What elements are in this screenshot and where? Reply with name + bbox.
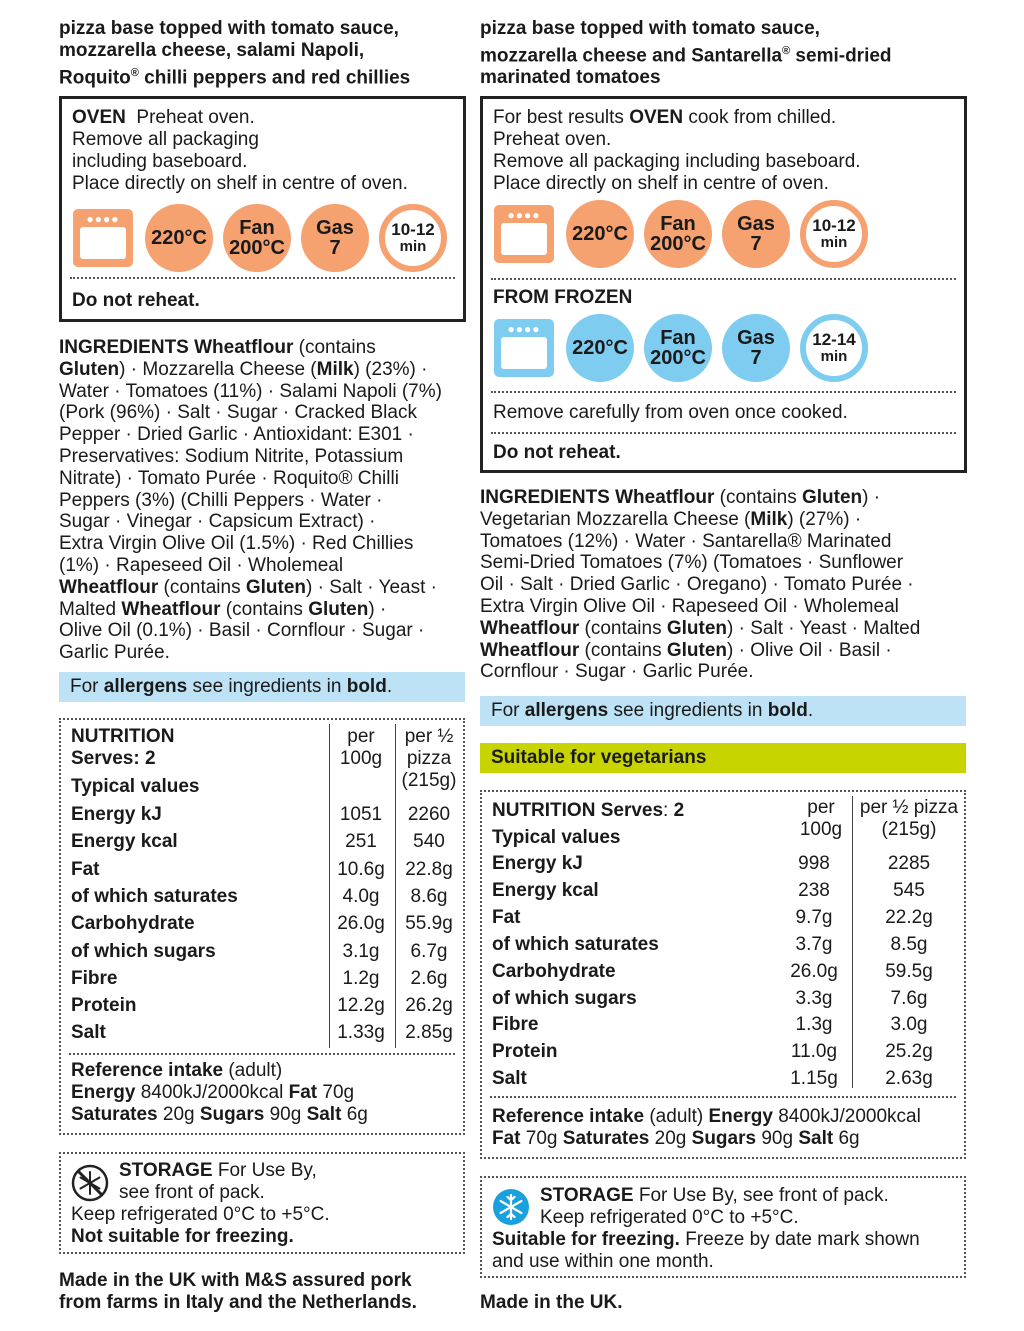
- nutrition-row: [61, 938, 463, 965]
- value-per-100g: 998: [798, 853, 830, 874]
- nutrition-table: NUTRITION Serves: 2 Typical values per 100g per ½ pizza (215g) Energy kJ 998 2285 Energy kcal 238 545 Fat 9.7g 22.2g of which saturates 3.7g 8.5g Carbohydrate 26.0g 59.5g of which sugars 3.3g 7.6g Fibre 1.3g 3.0g Protein 11.0g 25.2g Salt 1.15g 2.63g Reference intake (adult) Energy 8400kJ/2000kcal Fat 70g Saturates 20g Sugars 90g Salt 6g: [480, 790, 966, 1159]
- value-per-serving: 26.2g: [405, 995, 453, 1017]
- text-line: Extra Virgin Olive Oil · Rapeseed Oil · Wholemeal: [480, 595, 899, 617]
- nutrient-label: Fibre: [492, 1014, 539, 1036]
- text-line: Remove all packaging including baseboard.: [493, 151, 861, 172]
- frozen-oven-icons: [494, 314, 878, 382]
- nutrient-label: of which sugars: [71, 940, 216, 962]
- product-description: pizza base topped with tomato sauce, mozzarella cheese, salami Napoli, Roquito® chilli peppers and red chillies: [59, 18, 411, 89]
- text-line: Peppers (3%) (Chilli Peppers · Water ·: [59, 489, 383, 511]
- value-per-100g: 1.2g: [342, 967, 380, 989]
- value-per-100g: 1051: [339, 804, 383, 825]
- nutrient-label: Energy kcal: [492, 879, 599, 901]
- text-line: Cornflour · Sugar · Garlic Purée.: [480, 661, 754, 683]
- text-line: Nitrate) · Tomato Purée · Roquito® Chilli: [59, 467, 399, 489]
- text-line: Olive Oil (0.1%) · Basil · Cornflour · Sugar ·: [59, 620, 425, 642]
- time-badge: 10-12 min: [379, 204, 447, 272]
- text-line: Energy 8400kJ/2000kcal Fat 70g: [71, 1082, 355, 1103]
- ingredients-list: [59, 337, 469, 664]
- value-per-100g: 251: [345, 831, 377, 853]
- nutrient-label: Protein: [492, 1041, 558, 1063]
- oven-icon: ●●●●: [494, 205, 554, 263]
- nutrient-label: of which sugars: [492, 987, 637, 1009]
- text-line: Vegetarian Mozzarella Cheese (Milk) (27%) ·: [480, 508, 862, 530]
- value-per-serving: 59.5g: [885, 960, 933, 982]
- oven-icons: [494, 200, 878, 268]
- nutrition-row: [482, 932, 964, 959]
- origin-note: Made in the UK.: [480, 1292, 623, 1313]
- nutrition-row: [482, 1012, 964, 1039]
- vegetarian-badge: Suitable for vegetarians: [480, 743, 966, 773]
- nutrition-row: [61, 910, 463, 937]
- value-per-serving: 8.5g: [890, 933, 928, 955]
- text-line: INGREDIENTS Wheatflour (contains: [59, 337, 376, 358]
- text-line: For best results OVEN cook from chilled.: [493, 107, 837, 128]
- time-badge: 10-12 min: [800, 200, 868, 268]
- nutrition-table: NUTRITION Serves: 2 Typical values per 100g per ½ pizza (215g) Energy kJ 1051 2260 Energy kcal 251 540 Fat 10.6g 22.8g of which saturates 4.0g 8.6g Carbohydrate 26.0g 55.9g of which sugars 3.1g 6.7g Fibre 1.2g 2.6g Protein 12.2g 26.2g Salt 1.33g 2.85g Reference intake (adult) Energy 8400kJ/2000kcal Fat 70g Saturates 20g Sugars 90g Salt 6g: [59, 718, 465, 1135]
- product-description: pizza base topped with tomato sauce, mozzarella cheese and Santarella® semi-dried marinated tomatoes: [480, 18, 892, 89]
- text-line: Preheat oven.: [493, 129, 612, 150]
- nutrient-label: Carbohydrate: [71, 913, 195, 935]
- nutrition-row: [61, 801, 463, 828]
- nutrition-row: [482, 851, 964, 878]
- value-per-100g: 10.6g: [337, 858, 385, 880]
- value-per-serving: 2.85g: [405, 1022, 453, 1044]
- text-line: Wheatflour (contains Gluten) · Olive Oil · Basil ·: [480, 639, 892, 661]
- text-line: Saturates 20g Sugars 90g Salt 6g: [71, 1104, 368, 1125]
- oven-icon: ●●●●: [73, 209, 133, 267]
- nutrient-label: Carbohydrate: [492, 960, 616, 982]
- nutrient-label: Energy kJ: [492, 853, 583, 874]
- nutrient-label: Fibre: [71, 967, 118, 989]
- value-per-100g: 1.3g: [795, 1014, 833, 1036]
- nutrient-label: Fat: [71, 858, 100, 880]
- value-per-100g: 1.33g: [337, 1022, 385, 1044]
- reference-intake: [71, 1060, 368, 1126]
- nutrient-label: Salt: [492, 1068, 527, 1090]
- text-line: Pepper · Dried Garlic · Antioxidant: E301 ·: [59, 424, 414, 446]
- value-per-serving: 25.2g: [885, 1041, 933, 1063]
- fan-badge: Fan 200°C: [644, 200, 712, 268]
- nutrition-row: [61, 883, 463, 910]
- nutrition-row: [482, 878, 964, 905]
- nutrient-label: of which saturates: [71, 885, 238, 907]
- text-line: Wheatflour (contains Gluten) · Salt · Yeast ·: [59, 576, 437, 598]
- nutrition-row: [482, 1066, 964, 1093]
- value-per-serving: 22.2g: [885, 906, 933, 928]
- text-line: Semi-Dried Tomatoes (7%) (Tomatoes · Sunflower: [480, 552, 904, 574]
- storage-box: STORAGE For Use By, see front of pack. Keep refrigerated 0°C to +5°C. Not suitable for freezing.: [59, 1152, 465, 1254]
- nutrient-label: Energy kJ: [71, 804, 162, 825]
- text-line: Reference intake (adult) Energy 8400kJ/2000kcal: [492, 1106, 921, 1127]
- value-per-serving: 7.6g: [890, 987, 928, 1009]
- nutrition-row: [482, 1039, 964, 1066]
- nutrition-row: [61, 828, 463, 855]
- temp-badge: 220°C: [145, 204, 213, 272]
- cooking-instructions: [480, 96, 967, 473]
- fan-badge: Fan 200°C: [644, 314, 712, 382]
- text-line: Gluten) · Mozzarella Cheese (Milk) (23%) ·: [59, 358, 428, 380]
- value-per-100g: 11.0g: [790, 1041, 838, 1063]
- value-per-serving: 540: [413, 831, 445, 853]
- nutrition-row: [482, 959, 964, 986]
- nutrient-label: of which saturates: [492, 933, 659, 955]
- origin-note: Made in the UK with M&S assured pork from farms in Italy and the Netherlands.: [59, 1270, 417, 1313]
- oven-icons: [73, 204, 457, 272]
- temp-badge: 220°C: [566, 314, 634, 382]
- text-line: Place directly on shelf in centre of oven.: [493, 173, 829, 194]
- value-per-100g: 3.3g: [795, 987, 833, 1009]
- value-per-100g: 1.15g: [790, 1068, 838, 1090]
- value-per-100g: 12.2g: [337, 995, 385, 1017]
- no-freeze-icon: [71, 1164, 109, 1202]
- value-per-serving: 545: [893, 879, 925, 901]
- nutrient-label: Fat: [492, 906, 521, 928]
- text-line: Oil · Salt · Dried Garlic · Oregano) · Tomato Purée ·: [480, 574, 914, 596]
- snowflake-icon: [492, 1188, 530, 1226]
- text-line: Reference intake (adult): [71, 1060, 283, 1081]
- gas-badge: Gas 7: [301, 204, 369, 272]
- text-line: Garlic Purée.: [59, 642, 170, 664]
- text-line: Fat 70g Saturates 20g Sugars 90g Salt 6g: [492, 1128, 860, 1149]
- text-line: Tomatoes (12%) · Water · Santarella® Marinated: [480, 530, 892, 552]
- value-per-100g: 9.7g: [795, 906, 833, 928]
- storage-box: STORAGE For Use By, see front of pack. Keep refrigerated 0°C to +5°C. Suitable for freezing. Freeze by date mark shown and use within one month.: [480, 1176, 966, 1278]
- value-per-serving: 6.7g: [410, 940, 448, 962]
- value-per-100g: 3.1g: [342, 940, 380, 962]
- nutrition-row: [61, 965, 463, 992]
- text-line: Sugar · Vinegar · Capsicum Extract) ·: [59, 511, 376, 533]
- value-per-100g: 26.0g: [790, 960, 838, 982]
- nutrition-row: [482, 986, 964, 1013]
- value-per-100g: 26.0g: [337, 913, 385, 935]
- gas-badge: Gas 7: [722, 314, 790, 382]
- nutrient-label: Salt: [71, 1022, 106, 1044]
- value-per-serving: 2.6g: [410, 967, 448, 989]
- reference-intake: [492, 1106, 921, 1150]
- text-line: (Pork (96%) · Salt · Sugar · Cracked Black: [59, 402, 417, 424]
- temp-badge: 220°C: [566, 200, 634, 268]
- gas-badge: Gas 7: [722, 200, 790, 268]
- fan-badge: Fan 200°C: [223, 204, 291, 272]
- allergen-note: For allergens see ingredients in bold.: [480, 696, 966, 726]
- value-per-serving: 3.0g: [890, 1014, 928, 1036]
- frozen-heading: FROM FROZEN: [493, 287, 633, 308]
- text-line: Water · Tomatoes (11%) · Salami Napoli (7%): [59, 380, 442, 402]
- text-line: (1%) · Rapeseed Oil · Wholemeal: [59, 554, 344, 576]
- text-line: Extra Virgin Olive Oil (1.5%) · Red Chillies: [59, 533, 414, 555]
- text-line: Wheatflour (contains Gluten) · Salt · Yeast · Malted: [480, 617, 921, 639]
- time-badge: 12-14 min: [800, 314, 868, 382]
- reheat-note: Do not reheat.: [493, 442, 621, 463]
- value-per-serving: 2.63g: [885, 1068, 933, 1090]
- value-per-serving: 2285: [887, 853, 931, 874]
- value-per-100g: 238: [798, 879, 830, 901]
- nutrition-row: [61, 1019, 463, 1046]
- oven-icon: ●●●●: [494, 319, 554, 377]
- text-line: Preservatives: Sodium Nitrite, Potassium: [59, 445, 404, 467]
- nutrition-row: [61, 856, 463, 883]
- ingredients-list: [480, 487, 970, 683]
- value-per-serving: 2260: [407, 804, 451, 825]
- text-line: INGREDIENTS Wheatflour (contains Gluten) ·: [480, 487, 881, 508]
- nutrition-row: [482, 905, 964, 932]
- remove-note: Remove carefully from oven once cooked.: [493, 402, 848, 423]
- nutrition-row: [61, 992, 463, 1019]
- reheat-note: Do not reheat.: [72, 290, 200, 311]
- value-per-serving: 8.6g: [410, 885, 448, 907]
- cooking-instructions: OVEN Preheat oven. Remove all packaging including baseboard. Place directly on shelf in centre of oven. ●●●● 220°C Fan 200°C Gas 7 10-12 min Do not reheat.: [59, 96, 466, 322]
- value-per-serving: 22.8g: [405, 858, 453, 880]
- value-per-100g: 3.7g: [795, 933, 833, 955]
- value-per-serving: 55.9g: [405, 913, 453, 935]
- nutrient-label: Protein: [71, 995, 137, 1017]
- allergen-note: For allergens see ingredients in bold.: [59, 672, 465, 702]
- nutrient-label: Energy kcal: [71, 831, 178, 853]
- text-line: Malted Wheatflour (contains Gluten) ·: [59, 598, 387, 620]
- value-per-100g: 4.0g: [342, 885, 380, 907]
